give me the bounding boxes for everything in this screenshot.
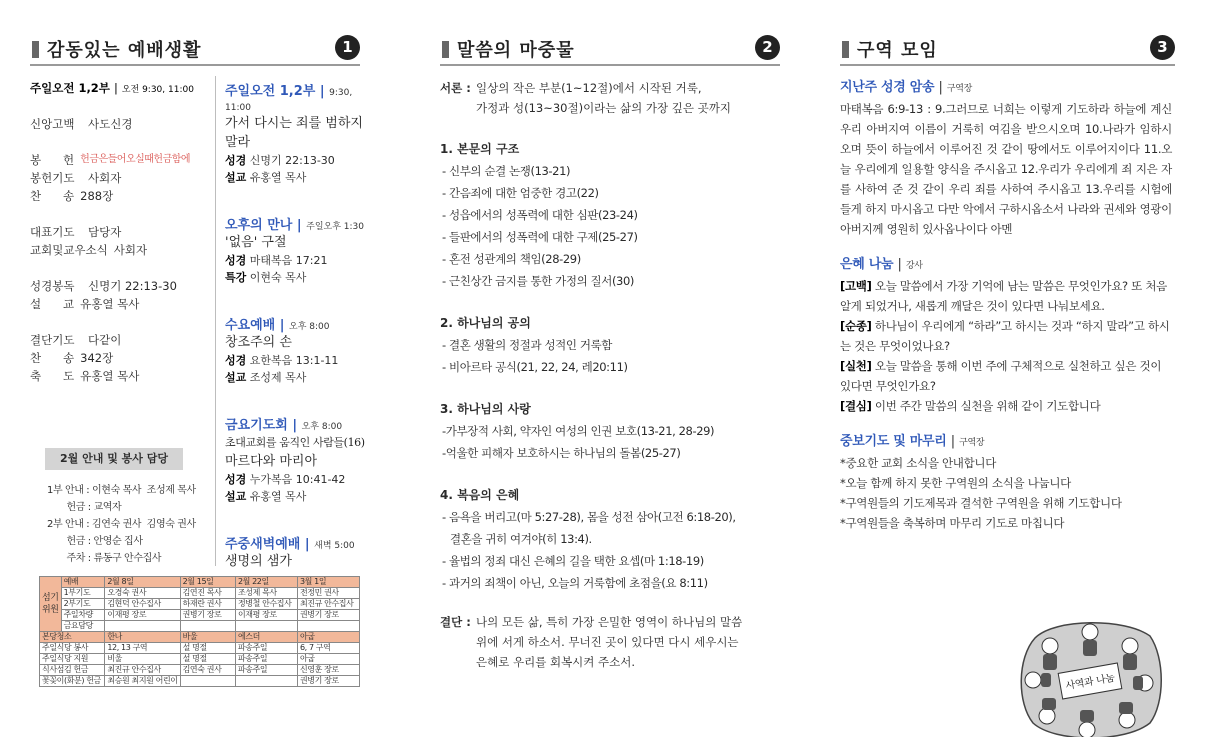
service-name-text: 주일오전 1,2부 <box>225 84 316 99</box>
service-speaker <box>225 369 365 386</box>
duty-cell: 2부기도 <box>61 599 105 610</box>
order-key: 성경봉독 <box>30 279 75 293</box>
service-series: 초대교회를 움직인 사람들(16) <box>225 436 365 449</box>
order-list <box>30 116 210 384</box>
section-header-worship <box>30 30 360 66</box>
order-value: 유홍열 목사 <box>80 297 140 311</box>
duty-group-label <box>40 577 62 632</box>
share-tag: [실천] <box>840 359 872 373</box>
duty-cell: 바울 <box>180 632 235 643</box>
section-bar-icon <box>32 41 39 58</box>
outline-item: - 율법의 정죄 대신 은혜의 길을 택한 요셉(마 1:18-19) <box>442 554 704 568</box>
order-value: 사회자 <box>88 171 122 185</box>
duty-cell: 설 명절 <box>180 654 235 665</box>
share-text: 오늘 말씀을 통해 이번 주에 구체적으로 실천하고 싶은 것이 있다면 무엇인가요? <box>840 359 1162 393</box>
bible-label: 성경 <box>225 154 247 167</box>
duty-cell: 권병기 장로 <box>297 676 359 687</box>
share-question <box>840 356 1172 396</box>
service-block <box>225 314 365 386</box>
duty-row <box>40 588 360 599</box>
service-name: 금요기도회 | 오후 8:00 <box>225 418 343 433</box>
speaker-label: 설교 <box>225 371 247 384</box>
share-text: 오늘 말씀에서 가장 기억에 남는 말씀은 무엇인가요? 또 처음 알게 되었거나, 새롭게 깨달은 것이 있다면 나눠보세요. <box>840 279 1167 313</box>
order-value: 다같이 <box>88 333 122 347</box>
outline-item: - 신부의 순결 논쟁(13-21) <box>442 164 571 178</box>
order-key: 대표기도 <box>30 225 75 239</box>
order-row <box>30 332 210 348</box>
prayer-heading: 중보기도 및 마무리 | 구역장 <box>840 434 985 449</box>
duty-cell: 이재평 장로 <box>235 610 297 621</box>
share-heading: 은혜 나눔 | 강사 <box>840 257 923 272</box>
prayer-item: *구역원들의 기도제목과 결석한 구역원을 위해 기도합니다 <box>840 496 1122 510</box>
duty-cell: 김연진 목사 <box>180 588 235 599</box>
duty-cell: 전정민 권사 <box>297 588 359 599</box>
notice-line: 1부 안내 : 이현숙 목사 조성제 목사 <box>47 485 196 496</box>
bible-label: 성경 <box>225 254 247 267</box>
notice-line: 헌금 : 교역자 <box>47 502 122 513</box>
duty-row <box>40 676 360 687</box>
worship-column <box>30 30 365 737</box>
intro-block <box>440 78 785 118</box>
prayer-item: *오늘 함께 하지 못한 구역원의 소식을 나눕니다 <box>840 476 1071 490</box>
service-name-text: 수요예배 <box>225 318 276 333</box>
order-key: 봉헌기도 <box>30 171 75 185</box>
outline-item: - 혼전 성관계의 책임(28-29) <box>442 252 581 266</box>
duty-cell: 권병기 장로 <box>297 610 359 621</box>
sermon-outline <box>440 78 785 672</box>
order-value: 헌금은들어오실때헌금함에 <box>80 154 191 165</box>
service-name: 주일오전 1,2부 | 9:30, 11:00 <box>225 84 353 113</box>
prayer-item: *구역원들을 축복하며 마무리 기도로 마칩니다 <box>840 516 1065 530</box>
order-row <box>30 350 210 366</box>
share-question <box>840 276 1172 316</box>
duty-row <box>40 610 360 621</box>
bible-ref: 신명기 22:13-30 <box>249 154 335 167</box>
service-bible <box>225 252 365 269</box>
outline-item: - 간음죄에 대한 엄중한 경고(22) <box>442 186 599 200</box>
group-illustration-icon <box>1015 618 1165 737</box>
bible-ref: 마태복음 17:21 <box>249 254 328 267</box>
speaker-label: 설교 <box>225 171 247 184</box>
service-time: 오후 8:00 <box>289 322 330 332</box>
duty-cell: 비울 <box>105 654 180 665</box>
duty-cell: 파송주일 <box>235 654 297 665</box>
share-question <box>840 316 1172 356</box>
service-title: 가서 다시는 죄를 범하지 말라 <box>225 116 363 150</box>
section-number-badge: 3 <box>1150 35 1175 60</box>
duty-cell: 최진규 안수집사 <box>297 599 359 610</box>
outline-item: - 음욕을 버리고(마 5:27-28), 몸을 성전 삼아(고전 6:18-20), <box>442 510 736 524</box>
share-tag: [고백] <box>840 279 872 293</box>
notice-line: 헌금 : 안영순 집사 <box>47 536 143 547</box>
duty-cell: 김현덕 안수집사 <box>105 599 180 610</box>
duty-cell: 12, 13 구역 <box>105 643 180 654</box>
duty-cell: 이재평 장로 <box>105 610 180 621</box>
duty-cell: 설 명절 <box>180 643 235 654</box>
order-key: 축 도 <box>30 369 75 383</box>
duty-header-row <box>40 577 360 588</box>
order-row <box>30 188 210 204</box>
duty-cell: 한나 <box>105 632 180 643</box>
bible-label: 성경 <box>225 354 247 367</box>
order-of-worship <box>30 80 210 384</box>
order-value: 유홍열 목사 <box>80 369 140 383</box>
duty-cell: 꽃꽂이(화분) 헌금 <box>40 676 105 687</box>
section-bar-icon <box>842 41 849 58</box>
speaker-name: 유홍열 목사 <box>249 171 307 184</box>
service-speaker <box>225 488 365 505</box>
outline-item: - 근친상간 금지를 통한 가정의 질서(30) <box>442 274 634 288</box>
service-block <box>225 414 365 505</box>
speaker-name: 조성제 목사 <box>249 371 307 384</box>
duty-group-label-part: 위원 <box>42 605 59 615</box>
outline-item: 결혼을 귀히 여겨야(히 13:4). <box>450 532 592 546</box>
share-text: 이번 주간 말씀의 실천을 위해 같이 기도합니다 <box>874 399 1101 413</box>
service-title: 창조주의 손 <box>225 335 292 350</box>
memory-heading: 지난주 성경 암송 | 구역장 <box>840 80 973 95</box>
service-bible <box>225 471 365 488</box>
service-speaker <box>225 269 365 286</box>
conclusion-line: 나의 모든 삶, 특히 가장 은밀한 영역이 하나님의 말씀 <box>476 615 743 629</box>
outline-heading: 3. 하나님의 사랑 <box>440 402 531 416</box>
order-key: 신앙고백 <box>30 117 75 131</box>
duty-cell: 정병철 안수집사 <box>235 599 297 610</box>
duty-head-cell: 2월 8일 <box>105 577 180 588</box>
order-value: 사도신경 <box>88 117 133 131</box>
duty-cell: 하재란 권사 <box>180 599 235 610</box>
service-name: 오후의 만나 | 주일오후 1:30 <box>225 218 364 233</box>
prayer-list <box>840 453 1172 533</box>
service-block <box>225 214 365 286</box>
service-time: 새벽 5:00 <box>314 541 355 551</box>
order-row <box>30 296 210 312</box>
share-tag: [결심] <box>840 399 872 413</box>
duty-cell: 본당청소 <box>40 632 105 643</box>
outline-item: -억울한 피해자 보호하시는 하나님의 돌봄(25-27) <box>442 446 681 460</box>
section-header-word <box>440 30 780 66</box>
outline-item: - 성읍에서의 성폭력에 대한 심판(23-24) <box>442 208 638 222</box>
bible-ref: 누가복음 10:41-42 <box>249 473 346 486</box>
outline-heading: 4. 복음의 은혜 <box>440 488 520 502</box>
intro-label: 서론 : <box>440 81 471 95</box>
duty-cell: 김연숙 권사 <box>180 665 235 676</box>
intro-text <box>476 78 731 118</box>
intro-line: 가정과 성(13~30절)이라는 삶의 가장 깊은 곳까지 <box>476 101 732 115</box>
service-title: '없음' 구절 <box>225 235 287 250</box>
conclusion-block <box>440 612 785 672</box>
service-name: 수요예배 | 오후 8:00 <box>225 318 330 333</box>
group-content <box>840 78 1172 693</box>
order-row <box>30 224 210 240</box>
outline-item: -가부장적 사회, 약자인 여성의 인권 보호(13-21, 28-29) <box>442 424 715 438</box>
notice-line: 주차 : 류동구 안수집사 <box>47 553 162 564</box>
conclusion-line: 위에 서게 하소서. 무너진 곳이 있다면 다시 세우시는 <box>476 635 739 649</box>
section-number-badge: 1 <box>335 35 360 60</box>
service-title: 생명의 샘가 <box>225 554 292 569</box>
service-speaker <box>225 169 365 186</box>
duty-cell: 아굽 <box>297 632 359 643</box>
share-questions <box>840 276 1172 416</box>
speaker-name: 유홍열 목사 <box>249 490 307 503</box>
duty-cell <box>297 621 359 632</box>
duty-row <box>40 599 360 610</box>
duty-cell <box>105 621 180 632</box>
order-value: 신명기 22:13-30 <box>88 279 177 293</box>
service-time: 주일오후 1:30 <box>306 222 364 232</box>
service-block <box>225 533 365 571</box>
duty-head-cell: 2월 15일 <box>180 577 235 588</box>
speaker-name: 이현숙 목사 <box>249 271 307 284</box>
outline-item: - 결혼 생활의 정절과 성적인 거룩함 <box>442 338 612 352</box>
service-name-text: 주중새벽예배 <box>225 537 301 552</box>
order-row <box>30 368 210 384</box>
duty-cell <box>235 676 297 687</box>
bible-label: 성경 <box>225 473 247 486</box>
section-title: 구역 모임 <box>857 40 938 61</box>
service-time: 9:30, 11:00 <box>225 88 353 113</box>
service-block <box>225 80 365 186</box>
duty-cell: 조성제 목사 <box>235 588 297 599</box>
service-name-text: 오후의 만나 <box>225 218 293 233</box>
share-question <box>840 396 1172 416</box>
conclusion-text <box>476 612 742 672</box>
service-name-text: 금요기도회 <box>225 418 288 433</box>
order-row <box>30 278 210 294</box>
section-title: 감동있는 예배생활 <box>47 40 202 61</box>
duty-head-cell: 3월 1일 <box>297 577 359 588</box>
section-bar-icon <box>442 41 449 58</box>
duty-row <box>40 621 360 632</box>
outline-item: - 과거의 죄책이 아닌, 오늘의 거룩함에 초점을(요 8:11) <box>442 576 708 590</box>
duty-row <box>40 665 360 676</box>
duty-cell: 금요담당 <box>61 621 105 632</box>
illustration-caption: 사역과 나눔 <box>1064 672 1116 693</box>
order-value: 288장 <box>80 189 114 203</box>
duty-table <box>39 576 360 687</box>
order-header: 주일오전 1,2부 | 오전 9:30, 11:00 <box>30 81 194 95</box>
order-key: 설 교 <box>30 297 75 311</box>
prayer-item: *중요한 교회 소식을 안내합니다 <box>840 456 997 470</box>
duty-cell: 파송주일 <box>235 665 297 676</box>
order-row <box>30 170 210 186</box>
duty-cell: 식사섬김 헌금 <box>40 665 105 676</box>
section-header-group <box>840 30 1175 66</box>
duty-cell: 파송주일 <box>235 643 297 654</box>
conclusion-line: 은혜로 우리를 회복시켜 주소서. <box>476 655 636 669</box>
service-bible <box>225 152 365 169</box>
outline-heading: 1. 본문의 구조 <box>440 142 520 156</box>
order-row <box>30 152 210 168</box>
service-bible <box>225 352 365 369</box>
duty-cell: 최진규 안수집사 <box>105 665 180 676</box>
duty-cell: 주일식당 지원 <box>40 654 105 665</box>
share-tag: [순종] <box>840 319 872 333</box>
notice-line: 2부 안내 : 김연숙 권사 김영숙 권사 <box>47 519 196 530</box>
column-divider <box>215 76 216 566</box>
group-column <box>840 30 1175 737</box>
outline-item: - 들판에서의 성폭력에 대한 구제(25-27) <box>442 230 638 244</box>
bible-ref: 요한복음 13:1-11 <box>249 354 339 367</box>
share-text: 하나님이 우리에게 “하라”고 하시는 것과 “하지 말라”고 하시는 것은 무엇이었나요? <box>840 319 1170 353</box>
outline-heading: 2. 하나님의 공의 <box>440 316 531 330</box>
section-number-badge: 2 <box>755 35 780 60</box>
duty-group-label-part: 섬기 <box>42 593 59 603</box>
order-value: 담당자 <box>88 225 122 239</box>
duty-cell <box>235 621 297 632</box>
order-key: 교회및교우소식 <box>30 243 108 257</box>
outline-item: - 비아르타 공식(21, 22, 24, 레20:11) <box>442 360 628 374</box>
duty-cell <box>180 621 235 632</box>
order-key: 찬 송 <box>30 189 75 203</box>
speaker-label: 설교 <box>225 490 247 503</box>
order-key: 찬 송 <box>30 351 75 365</box>
duty-cell: 6, 7 구역 <box>297 643 359 654</box>
duty-cell: 신영훈 장로 <box>297 665 359 676</box>
order-key: 봉 헌 <box>30 153 75 167</box>
notice-list <box>47 482 196 567</box>
speaker-label: 특강 <box>225 271 247 284</box>
duty-row <box>40 654 360 665</box>
memory-text: 마태복음 6:9-13 : 9.그러므로 너희는 이렇게 기도하라 하늘에 계신 우리 아버지여 이름이 거룩히 여김을 받으시오며 10.나라가 임하시오며 뜻이 하늘에서 이루어진 것 같이 땅에서도 이루어지이다 11.오늘 우리에게 일용할 양식을 주시옵고 12.우리가 우리에게 죄 지은 자를 사하여 준 것 같이 우리 죄를 사하여 주시옵고 13.우리를 시험에 들게 하지 마시옵고 다만 악에서 구하시옵소서 나라와 권세와 영광이 아버지께 영원히 있사옵나이다 아멘 <box>840 102 1172 236</box>
order-row <box>30 116 210 132</box>
duty-cell: 주일식당 봉사 <box>40 643 105 654</box>
service-name: 주중새벽예배 | 새벽 5:00 <box>225 537 355 552</box>
order-value: 342장 <box>80 351 114 365</box>
duty-row <box>40 632 360 643</box>
order-row <box>30 242 210 258</box>
duty-cell <box>180 676 235 687</box>
duty-cell: 1부기도 <box>61 588 105 599</box>
duty-cell: 아굽 <box>297 654 359 665</box>
duty-cell: 최승원 최지원 어린이 <box>105 676 180 687</box>
conclusion-label: 결단 : <box>440 615 471 629</box>
duty-cell: 권병기 장로 <box>180 610 235 621</box>
duty-row <box>40 643 360 654</box>
intro-line: 일상의 작은 부분(1~12절)에서 시작된 거룩, <box>476 81 702 95</box>
service-time: 오후 8:00 <box>301 422 343 432</box>
duty-cell: 에스더 <box>235 632 297 643</box>
duty-cell: 오경숙 권사 <box>105 588 180 599</box>
section-title: 말씀의 마중물 <box>457 40 575 61</box>
order-value: 사회자 <box>113 243 148 257</box>
duty-head-cell: 예배 <box>61 577 105 588</box>
order-key: 결단기도 <box>30 333 75 347</box>
duty-cell: 주일차량 <box>61 610 105 621</box>
word-column <box>440 30 780 737</box>
service-list <box>225 80 365 599</box>
duty-head-cell: 2월 22일 <box>235 577 297 588</box>
service-title: 마르다와 마리아 <box>225 454 318 469</box>
notice-title: 2월 안내 및 봉사 담당 <box>45 448 183 470</box>
